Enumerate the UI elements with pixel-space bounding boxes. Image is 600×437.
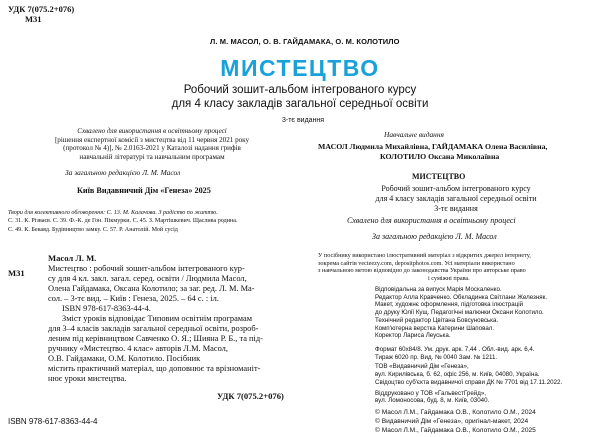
works-credits-line-2: С. 31. К. Різваєв. С. 39. Ф.-К. де Гон. Пікмурки. С. 45. З. Мартішкевич. Щаслива родина. bbox=[8, 218, 238, 225]
right-credit-3: Макет, художнє оформлення, підготовка ілюстрацій bbox=[375, 301, 524, 309]
right-copyright bbox=[375, 408, 536, 435]
right-printer-line-2: вул. Ломоносова, буд. 8, м. Київ, 03040. bbox=[375, 397, 490, 405]
barcode-isbn: ISBN 978-617-8363-44-4 bbox=[8, 417, 98, 426]
right-credit-4: до друку Юлії Кущ. Педагогічні малюнки Оксани Колотило. bbox=[375, 309, 544, 317]
copyright-line-1: © Масол Л.М., Гайдамака О.В., Колотило О.М., 2024 bbox=[375, 409, 536, 416]
right-authors-line-2: КОЛОТИЛО Оксана Миколаївна bbox=[380, 152, 500, 161]
catalog-summary-line-7: нює уроки мистецтва. bbox=[48, 374, 127, 383]
catalog-isbn: ISBN 978-617-8363-44-4. bbox=[62, 304, 151, 313]
works-credits-line-3: С. 49. К. Бекавд. Будівництво замку. С. 57. Р. Анатолій. Мой сусід bbox=[8, 226, 178, 233]
subtitle-line-2: для 4 класу закладів загальної середньої освіти bbox=[171, 98, 429, 110]
right-notice bbox=[318, 252, 531, 282]
catalog-index: М31 bbox=[8, 268, 25, 278]
right-notice-line-3: з навчальною метою відповідно до законодавства України про авторське право bbox=[318, 267, 526, 275]
publisher-line: Київ Видавничий Дім «Генеза» 2025 bbox=[77, 186, 211, 195]
authors-top: Л. М. МАСОЛ, О. В. ГАЙДАМАКА, О. М. КОЛОТИЛО bbox=[210, 37, 400, 46]
approval-line-2: [рішення експертної комісії з мистецтва від 11 червня 2021 року bbox=[54, 135, 250, 144]
approval-line-3: (протокол № 4)], № 2.0163-2021 у Каталозі надання грифів bbox=[63, 144, 241, 153]
right-credit-5: Технічний редактор Цвітана Бовсуновська. bbox=[375, 316, 499, 324]
catalog-summary-line-2: для 3–4 класів закладів загальної середньої освіти, розроб- bbox=[48, 324, 259, 333]
approval-block bbox=[18, 127, 286, 162]
right-publisher-line-2: вул. Кирилівська, б. 62, офіс 256, м. Київ, 04080, Україна. bbox=[375, 371, 540, 379]
subtitle-line-1: Робочий зошит-альбом інтегрованого курсу bbox=[183, 84, 417, 96]
right-credit-7: Коректор Лариса Леуська. bbox=[375, 332, 451, 340]
index-top: М31 bbox=[25, 14, 42, 24]
right-subtitle-line-2: для 4 класу закладів загальної середньої освіти bbox=[375, 194, 537, 203]
catalog-summary-line-5: О.В. Гайдамаки, О.М. Колотило. Посібник bbox=[48, 354, 201, 363]
right-credits bbox=[375, 286, 547, 340]
udc-top: УДК 7(075.2+076) bbox=[8, 4, 75, 14]
approval-editor: За загальною редакцією Л. М. Масол bbox=[65, 168, 181, 177]
works-credits bbox=[8, 209, 237, 234]
right-editor: За загальною редакцією Л. М. Масол bbox=[372, 232, 497, 241]
right-approved: Схвалено для використання в освітньому процесі bbox=[347, 216, 516, 225]
edition-type: Навчальне видання bbox=[384, 130, 444, 139]
catalog-author: Масол Л. М. bbox=[48, 253, 97, 263]
catalog-desc-line-3: Олена Гайдамака, Оксана Колотило; за заг. ред. Л. М. Ма- bbox=[48, 284, 255, 293]
right-authors bbox=[318, 142, 547, 162]
right-notice-line-4: і суміжні права. bbox=[428, 274, 470, 282]
right-publisher-line-1: ТОВ «Видавничий Дім «Генеза», bbox=[375, 363, 469, 371]
right-credit-1: Відповідальна за випуск Марія Москаленко. bbox=[375, 286, 502, 293]
right-subtitle-line-1: Робочий зошит-альбом інтегрованого курсу bbox=[381, 184, 531, 193]
catalog-desc-line-2: су для 4 кл. закл. загал. серед. освіти / Людмила Масол, bbox=[48, 274, 247, 283]
catalog-desc-line-1: Мистецтво : робочий зошит-альбом інтегрованого кур- bbox=[48, 264, 245, 273]
right-subtitle bbox=[330, 184, 582, 214]
right-print-line-1: Формат 60х84/8. Ум. друк. арк. 7,44 . Обл.-вид. арк. 6,4. bbox=[375, 346, 535, 353]
edition-label: 3-тє видання bbox=[282, 117, 325, 124]
right-authors-line-1: МАСОЛ Людмила Михайлівна, ГАЙДАМАКА Олена Василівна, bbox=[318, 142, 548, 151]
approval-line-1: Схвалено для використання в освітньому процесі bbox=[77, 127, 227, 135]
catalog-description bbox=[48, 264, 263, 384]
works-credits-line-1: Твори для колективного обговорення: С. 13. М. Калачова. З радістю по життю. bbox=[8, 210, 218, 216]
catalog-summary-line-1: Зміст уроків відповідає Типовим освітнім програмам bbox=[62, 314, 253, 323]
right-title: МИСТЕЦТВО bbox=[412, 172, 466, 181]
copyright-line-2: © Видавничий Дім «Генеза», оригінал-макет, 2024 bbox=[375, 418, 529, 425]
right-credit-6: Комп'ютерна верстка Катерини Шаповал. bbox=[375, 324, 495, 332]
right-notice-line-1: У посібнику використано ілюстративний матеріал з відкритих джерел інтернету, bbox=[318, 252, 531, 259]
page-title: МИСТЕЦТВО bbox=[220, 55, 380, 81]
catalog-summary-line-6: містить практичний матеріал, що доповнює та врізноманіт- bbox=[48, 364, 261, 373]
catalog-desc-line-4: сол. – 3-тє вид. – Київ : Генеза, 2025. – 64 с. : іл. bbox=[48, 294, 219, 303]
approval-line-4: навчальній літературі та навчальним програмам bbox=[79, 153, 225, 162]
catalog-summary-line-3: леним під керівництвом Савченко О. Я.; Шияна Р. Б., та під- bbox=[48, 334, 263, 343]
right-edition: 3-тє видання bbox=[434, 204, 478, 213]
right-printer-line-1: Віддруковано у ТОВ «ГальвестГрейд», bbox=[375, 389, 487, 397]
right-publisher-line-3: Свідоцтво суб'єкта видавничої справи ДК № 7701 від 17.11.2022. bbox=[375, 378, 563, 386]
right-notice-line-2: зокрема сайтів vecteezy.com, depositphotos.com. Усі матеріали використано bbox=[318, 259, 515, 267]
right-print-info bbox=[375, 346, 562, 405]
right-credit-2: Редактор Алла Кравченко. Обкладинка Світлани Железняк. bbox=[375, 293, 548, 301]
copyright-line-3: © Масол Л.М., Гайдамака О.В., Колотило О.М., 2025 bbox=[375, 427, 536, 434]
udc-bottom: УДК 7(075.2+076) bbox=[217, 391, 284, 401]
catalog-summary-line-4: ручнику «Мистецтво. 4 клас» авторів Л.М. Масол, bbox=[48, 344, 228, 353]
right-print-line-2: Тираж 6020 пр. Вид. № 0040 Зам. № 1211. bbox=[375, 353, 498, 361]
